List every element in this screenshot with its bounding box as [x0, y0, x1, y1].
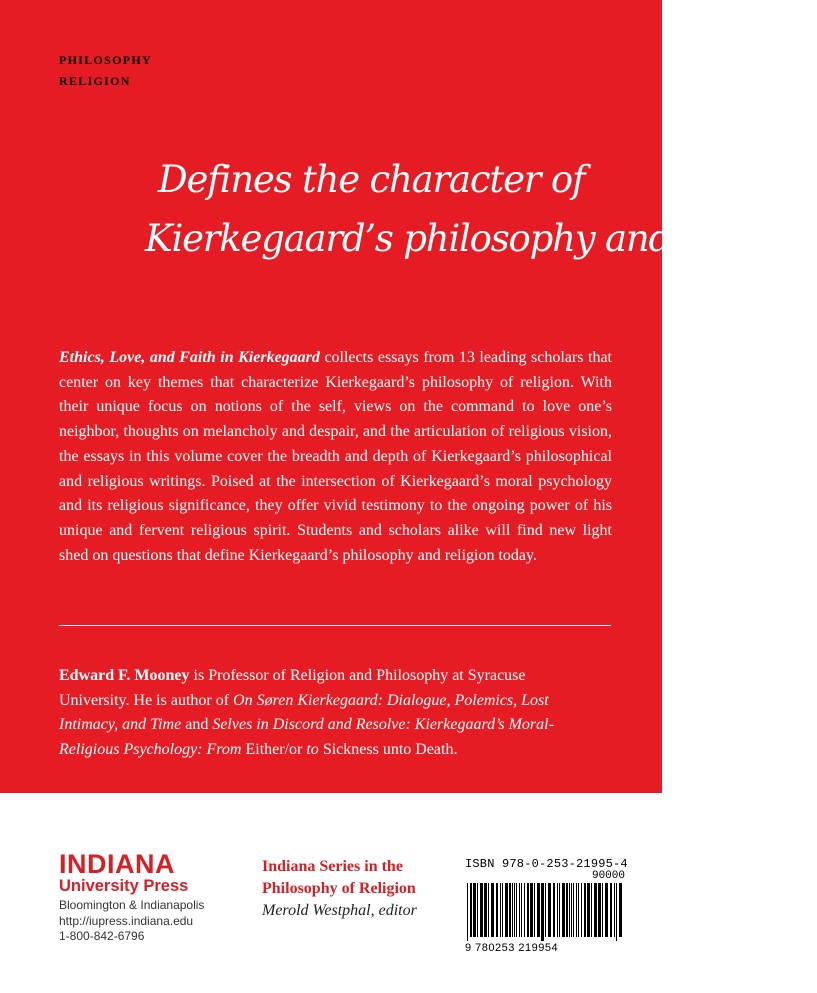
author-bio [59, 664, 599, 763]
bio-text-2: and [181, 716, 213, 734]
book-description [59, 346, 612, 568]
barcode-icon [465, 883, 625, 941]
isbn-label: ISBN 978-0-253-21995-4 [465, 857, 628, 871]
barcode-bar [491, 883, 494, 937]
barcode-bar [545, 883, 546, 937]
category-philosophy: PHILOSOPHY [59, 53, 153, 67]
barcode-bar [505, 883, 508, 937]
book-title: Ethics, Love, and Faith in Kierkegaard [59, 349, 320, 366]
series-editor: Merold Westphal, editor [262, 902, 417, 919]
barcode-bar [581, 883, 582, 937]
barcode-bar [521, 883, 522, 937]
barcode-bar [587, 883, 590, 937]
description-body: collects essays from 13 leading scholars that center on key themes that characterize Kierkegaard’s philosophy of religion. With their unique focus on notions of the self, views on the command to love one’s neighbor, thoughts on melancholy and despair, and the articulation of religious vision, the essays in this volume cover the breadth and depth of Kierkegaard’s philosophical and religious writings. Poised at the intersection of Kierkegaard’s moral psychology and its religious significance, they offer vivid testimony to the ongoing power of his unique and fervent religious spirit. Students and scholars alike will find new light shed on questions that define Kierkegaard’s philosophy and religion today. [59, 349, 612, 564]
barcode-bar [527, 883, 529, 937]
barcode-bar [477, 883, 478, 937]
bio-end: . [453, 741, 458, 759]
bio-to: to [302, 741, 323, 759]
barcode-bar [591, 883, 592, 937]
bio-sickness: Sickness unto Death [322, 741, 454, 759]
barcode-bar [573, 883, 574, 937]
barcode-bar [571, 883, 572, 937]
barcode-bar [578, 883, 579, 937]
barcode-block [465, 857, 628, 954]
barcode-bar [562, 883, 565, 937]
barcode-bar [537, 883, 540, 937]
barcode-bar [541, 883, 544, 941]
barcode-bar [524, 883, 525, 937]
barcode-bar [598, 883, 601, 937]
barcode-bar [467, 883, 468, 941]
publisher-block [59, 849, 205, 945]
barcode-bar [605, 883, 608, 937]
barcode-bar [496, 883, 498, 937]
barcode-bar [610, 883, 612, 937]
barcode-bar [480, 883, 483, 937]
publisher-phone: 1-800-842-6796 [59, 929, 145, 943]
series-line-2: Philosophy of Religion [262, 880, 416, 897]
divider-rule [59, 625, 611, 626]
series-line-1: Indiana Series in the [262, 858, 403, 875]
barcode-bar [530, 883, 533, 937]
author-name: Edward F. Mooney [59, 667, 190, 684]
barcode-bar [488, 883, 489, 937]
publisher-contact [59, 898, 204, 945]
publisher-url: http://iupress.indiana.edu [59, 913, 194, 928]
barcode-bar [602, 883, 603, 937]
barcode-bar [473, 883, 476, 937]
bio-book-1: On Søren Kierkegaard: Dialogue, Polemics, Lost Intimacy, and Time [59, 691, 549, 734]
barcode-bar [569, 883, 570, 937]
publisher-city: Bloomington & Indianapolis [59, 898, 205, 912]
barcode-bar [484, 883, 487, 937]
barcode-bar [500, 883, 501, 937]
barcode-bar [470, 883, 472, 937]
bio-either-or: Either/or [245, 741, 303, 759]
barcode-bar [516, 883, 517, 937]
barcode-bar [512, 883, 513, 937]
barcode-bar [534, 883, 535, 937]
barcode-bar [509, 883, 511, 937]
bio-book-2: Selves in Discord and Resolve: Kierkegaard’s Moral-Religious Psychology: From [59, 716, 554, 759]
category-labels [59, 50, 152, 92]
barcode-bar [566, 883, 568, 937]
barcode-bar [614, 883, 615, 937]
tagline [145, 150, 817, 268]
barcode-bar [548, 883, 551, 937]
barcode-bar [557, 883, 558, 937]
barcode-bar [616, 883, 617, 941]
barcode-bar [559, 883, 560, 937]
barcode-bar [553, 883, 555, 937]
barcode-bar [514, 883, 515, 937]
barcode-number: 9 780253 219954 [465, 942, 559, 954]
series-block [262, 856, 417, 922]
barcode-bar [519, 883, 520, 937]
category-religion: RELIGION [59, 74, 131, 88]
tagline-line-2: Kierkegaard’s philosophy and religion [145, 217, 817, 260]
barcode-bar [502, 883, 503, 937]
tagline-line-1: Defines the character of [158, 158, 585, 201]
barcode-bar [619, 883, 622, 937]
publisher-logo-name: INDIANA [59, 849, 175, 879]
publisher-logo-sub: University Press [59, 877, 189, 895]
barcode-bar [594, 883, 597, 937]
barcode-addon-number: 90000 [591, 870, 625, 882]
barcode-bar [576, 883, 577, 937]
bio-text-1: is Professor of Religion and Philosophy at Syracuse University. He is author of [59, 667, 526, 709]
barcode-bar [584, 883, 586, 937]
